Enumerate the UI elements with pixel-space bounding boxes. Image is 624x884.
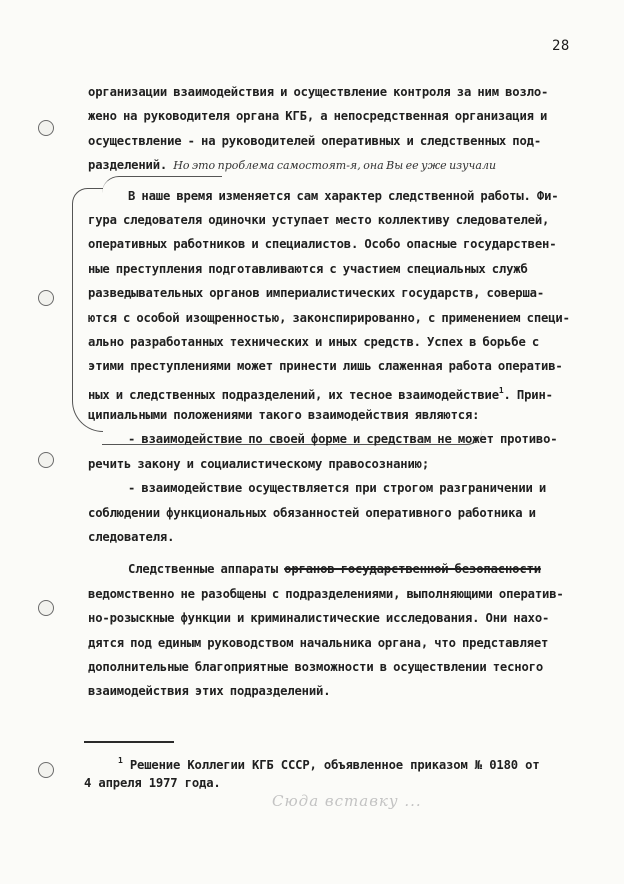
footnote-marker: 1 <box>118 756 123 765</box>
text-line: осуществление - на руководителей оперативных и следственных под- <box>88 133 541 148</box>
text-line: ально разработанных технических и иных средств. Успех в борьбе с <box>88 334 539 349</box>
text-line: ципиальными положениями такого взаимодействия являются: <box>88 408 480 423</box>
binder-hole-icon <box>38 452 54 468</box>
footnote-line: 4 апреля 1977 года. <box>84 776 221 790</box>
text-line <box>88 379 588 403</box>
text-line: организации взаимодействия и осуществление контроля за ним возло- <box>88 85 549 99</box>
footnote-divider <box>84 741 174 743</box>
binder-hole-icon <box>38 290 54 306</box>
main-text <box>88 80 588 704</box>
text-line: ведомственно не разобщены с подразделениями, выполняющими оператив- <box>88 586 564 601</box>
binder-hole-icon <box>38 762 54 778</box>
text-line <box>88 153 588 177</box>
text-line: ются с особой изощренностью, законспирированно, с применением специ- <box>88 310 570 325</box>
text-line: разведывательных органов империалистических государств, соверша- <box>88 286 544 301</box>
text-line: - взаимодействие по своей форме и средствам не может противо- <box>128 432 558 447</box>
footnote-reference: 1 <box>498 385 504 395</box>
struck-text: органов государственной безопасности <box>284 562 541 577</box>
pencil-note: Сюда вставку ... <box>272 792 422 810</box>
text-fragment: разделений. <box>88 158 168 173</box>
binder-hole-icon <box>38 600 54 616</box>
text-line: следователя. <box>88 530 175 545</box>
text-line: речить закону и социалистическому правосознанию; <box>88 456 429 471</box>
footnote <box>84 752 584 792</box>
text-line: дятся под единым руководством начальника органа, что представляет <box>88 635 549 650</box>
text-line: В наше время изменяется сам характер следственной работы. Фи- <box>128 188 559 203</box>
text-fragment: ных и следственных подразделений, их тесное взаимодействие <box>88 387 499 402</box>
handwritten-note: Но это проблема самостоят-я, она Вы ее уже изучали <box>173 159 497 173</box>
text-line: соблюдении функциональных обязанностей оперативного работника и <box>88 505 536 520</box>
text-line: дополнительные благоприятные возможности в осуществлении тесного <box>88 659 543 674</box>
text-line: но-розыскные функции и криминалистические исследования. Они нахо- <box>88 611 550 626</box>
text-fragment: Следственные аппараты <box>128 562 285 577</box>
binder-hole-icon <box>38 120 54 136</box>
text-line: взаимодействия этих подразделений. <box>88 684 331 699</box>
text-line: оперативных работников и специалистов. Особо опасные государствен- <box>88 237 557 252</box>
text-line: - взаимодействие осуществляется при строгом разграничении и <box>128 481 547 496</box>
text-line: ные преступления подготавливаются с участием специальных служб <box>88 261 528 276</box>
text-line: гура следователя одиночки уступает место коллективу следователей, <box>88 212 550 227</box>
text-line: жено на руководителя органа КГБ, а непосредственная организация и <box>88 109 548 124</box>
footnote-text: Решение Коллегии КГБ СССР, объявленное приказом № 0180 от <box>129 758 540 772</box>
page-number: 28 <box>552 38 570 54</box>
footnote-line <box>84 752 584 774</box>
text-line: этими преступлениями может принести лишь слаженная работа оператив- <box>88 359 563 374</box>
text-fragment: . Прин- <box>503 387 553 402</box>
text-line <box>88 557 588 581</box>
